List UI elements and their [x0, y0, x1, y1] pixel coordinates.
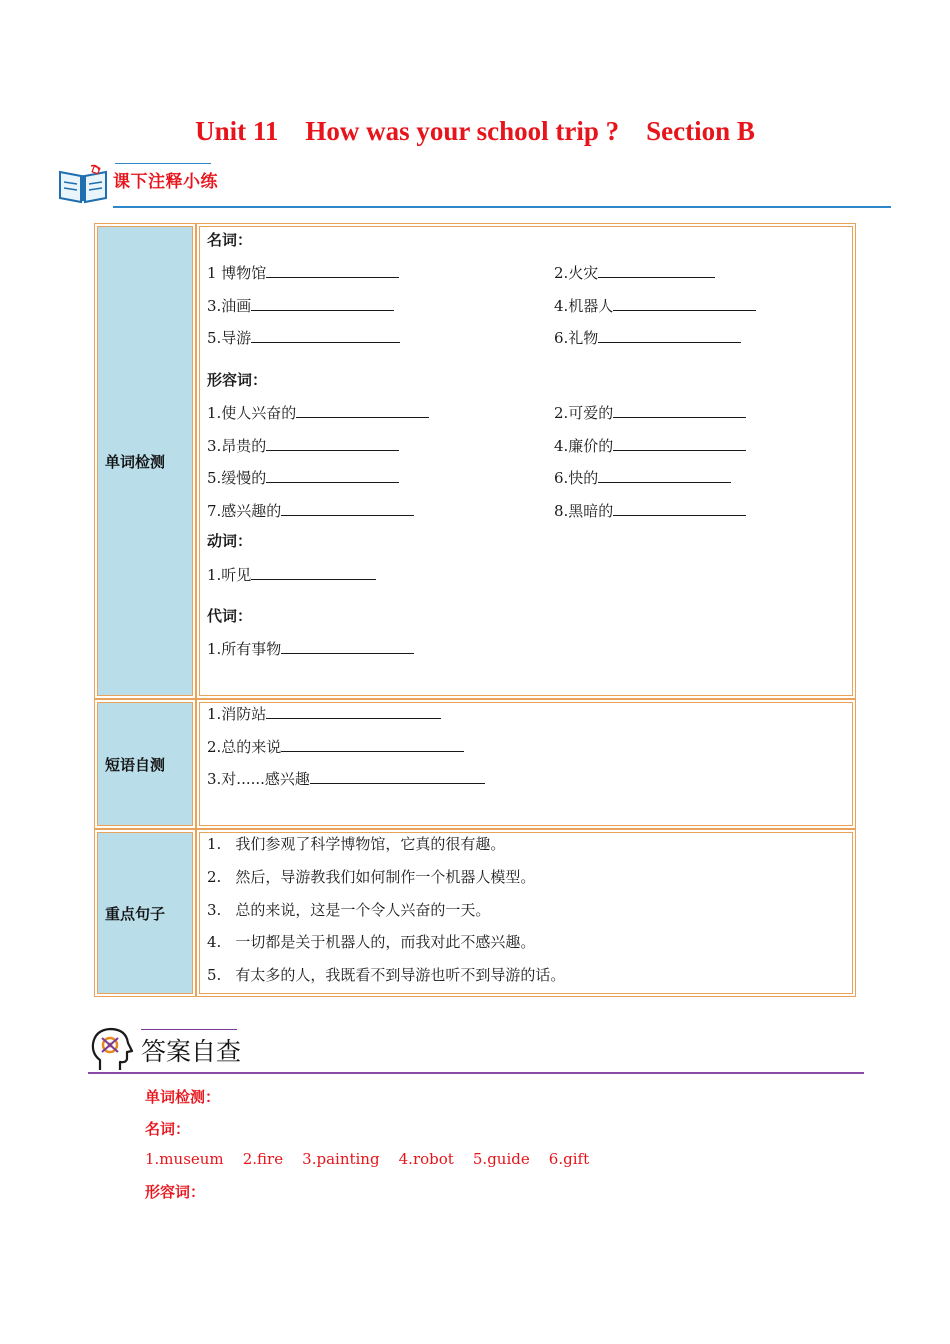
adjective-item: 7.感兴趣的 [207, 501, 414, 520]
vocab-row [94, 223, 856, 699]
verb-item: 1.听见 [207, 565, 376, 584]
phrase-item: 3.对......感兴趣 [207, 769, 485, 788]
sentence-item: 3. 总的来说，这是一个令人兴奋的一天。 [207, 901, 491, 919]
noun-item: 2.火灾 [554, 263, 715, 282]
vocab-cell [196, 223, 856, 699]
section-divider [113, 206, 891, 208]
vocab-row-label: 单词检测 [94, 223, 196, 699]
noun-item: 4.机器人 [554, 296, 756, 315]
sentences-row [94, 829, 856, 997]
page-title: Unit 11 How was your school trip ? Section B [195, 116, 755, 146]
open-book-icon [57, 164, 109, 206]
adjective-item: 1.使人兴奋的 [207, 403, 429, 422]
noun-item: 6.礼物 [554, 328, 741, 347]
answer-adjectives-heading: 形容词： [145, 1183, 206, 1201]
adjective-item: 3.昂贵的 [207, 436, 399, 455]
pronouns-heading: 代词： [207, 607, 253, 625]
sentence-item: 1. 我们参观了科学博物馆，它真的很有趣。 [207, 835, 506, 853]
sentence-item: 4. 一切都是关于机器人的，而我对此不感兴趣。 [207, 933, 536, 951]
answer-vocab-heading: 单词检测： [145, 1088, 221, 1106]
adjective-item: 5.缓慢的 [207, 468, 399, 487]
section-title-practice: 课下注释小练 [113, 172, 218, 192]
sentence-item: 5. 有太多的人，我既看不到导游也听不到导游的话。 [207, 966, 566, 984]
phrase-item: 1.消防站 [207, 704, 441, 723]
answer-nouns-line: 1.museum 2.fire 3.painting 4.robot 5.guide 6.gift [145, 1150, 590, 1168]
adjective-item: 6.快的 [554, 468, 731, 487]
verbs-heading: 动词： [207, 532, 253, 550]
section-title-answers: 答案自查 [141, 1037, 242, 1066]
phrases-cell [196, 699, 856, 829]
sentences-row-label: 重点句子 [94, 829, 196, 997]
adjective-item: 8.黑暗的 [554, 501, 746, 520]
exercise-table [94, 223, 856, 997]
adjective-item: 4.廉价的 [554, 436, 746, 455]
noun-item: 5.导游 [207, 328, 400, 347]
phrase-item: 2.总的来说 [207, 737, 464, 756]
pronoun-item: 1.所有事物 [207, 639, 414, 658]
sentence-item: 2. 然后，导游教我们如何制作一个机器人模型。 [207, 868, 536, 886]
noun-item: 1 博物馆 [207, 263, 399, 282]
section-divider [88, 1072, 864, 1074]
phrases-row [94, 699, 856, 829]
adjectives-heading: 形容词： [207, 371, 268, 389]
section-overline [141, 1029, 237, 1030]
head-gear-icon [90, 1026, 134, 1074]
sentences-cell [196, 829, 856, 997]
noun-item: 3.油画 [207, 296, 394, 315]
answer-nouns-heading: 名词： [145, 1120, 191, 1138]
section-overline [115, 163, 211, 164]
adjective-item: 2.可爱的 [554, 403, 746, 422]
nouns-heading: 名词： [207, 231, 253, 249]
phrases-row-label: 短语自测 [94, 699, 196, 829]
